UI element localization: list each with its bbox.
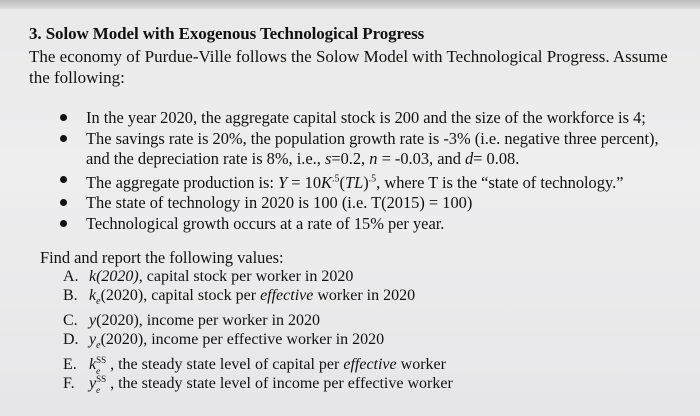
item-text: k SS e , the steady state level of capital per effective worker (89, 355, 446, 377)
assumption-text: The state of technology in 2020 is 100 (i.e. T(2015) = 100) (86, 193, 473, 213)
find-item-c (63, 311, 453, 330)
item-letter: B. (63, 287, 78, 304)
bullet-icon (60, 220, 67, 227)
item-text: y SS e , the steady state level of income per effective worker (89, 374, 453, 396)
bullet-icon (60, 135, 67, 142)
item-letter: D. (63, 331, 79, 349)
question-intro: The economy of Purdue-Ville follows the Solow Model with Technological Progress. Assume the following: (29, 47, 668, 87)
assumption-text: The savings rate is 20%, the population growth rate is -3% (i.e. negative three percent), and the depreciation rate is 8%, i.e., s=0.2, n = -0.03, and d= 0.08. (86, 128, 659, 168)
item-text: k(2020), capital stock per worker in 2020 (89, 268, 354, 285)
assumption-item (60, 170, 685, 194)
find-item-a (63, 267, 453, 286)
item-letter: C. (63, 312, 78, 330)
question-title: 3. Solow Model with Exogenous Technological Progress (29, 24, 425, 43)
item-text: $k_e(2020)$, capital stock per effective worker in 2020 (89, 287, 416, 308)
assumption-item (60, 108, 685, 129)
cropped-top-strip (0, 0, 700, 9)
find-item-b (63, 286, 453, 311)
item-letter: A. (63, 268, 79, 285)
bullet-icon (60, 199, 67, 206)
assumption-text: In the year 2020, the aggregate capital stock is 200 and the size of the workforce is 4; (86, 108, 646, 127)
assumption-text: Technological growth occurs at a rate of 15% per year. (86, 213, 445, 233)
find-item-d (63, 330, 453, 355)
find-heading: Find and report the following values: (40, 248, 284, 267)
assumption-item (60, 214, 685, 235)
bullet-icon (60, 176, 67, 183)
assumption-text: The aggregate production is: $Y = 10K^{.5}(TL)^{.5}$, where T is the “state of technology.” (86, 172, 624, 192)
item-letter: F. (63, 375, 75, 393)
find-item-f (63, 374, 453, 396)
item-text: y(2020), income per worker in 2020 (89, 312, 321, 330)
assumption-list (60, 108, 685, 234)
assumption-item (60, 193, 685, 214)
assumption-item (60, 129, 685, 170)
find-item-e (63, 355, 453, 377)
bullet-icon (60, 114, 67, 121)
item-letter: E. (63, 356, 77, 374)
item-text: $y_e(2020)$, income per effective worker in 2020 (89, 331, 385, 352)
find-list (63, 267, 453, 396)
